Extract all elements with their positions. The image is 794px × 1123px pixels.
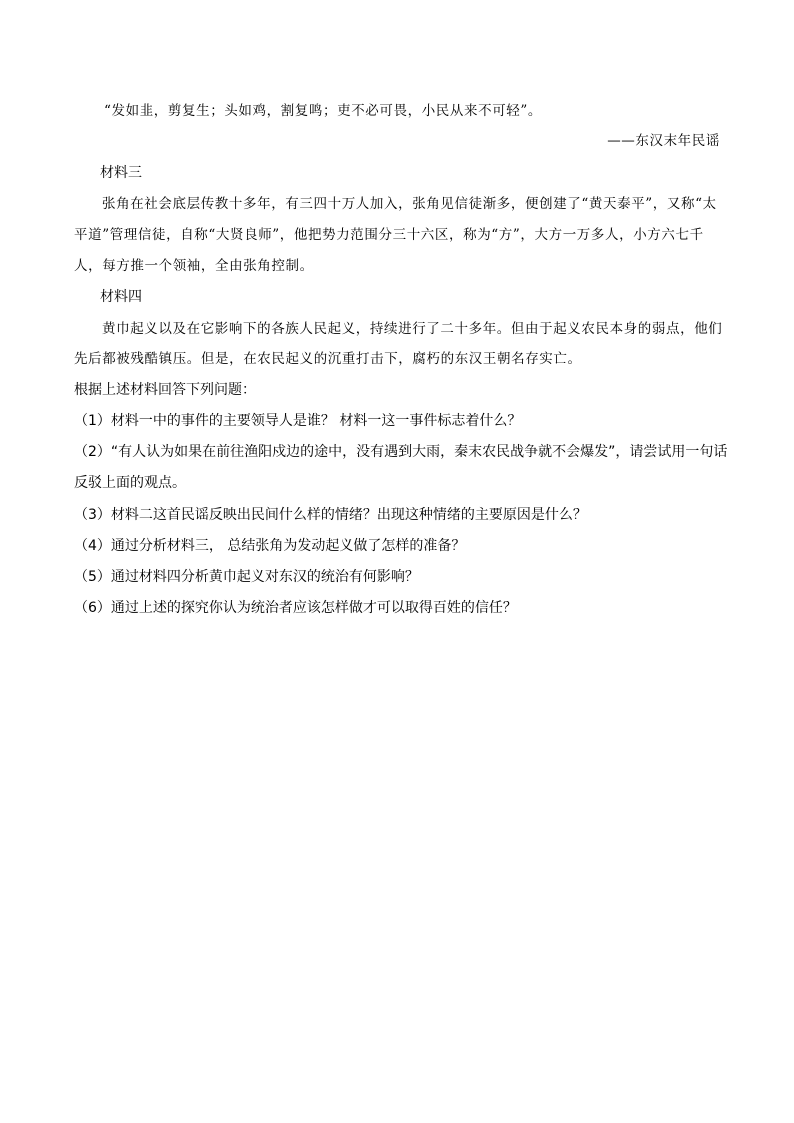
question-2-line-2: 反驳上面的观点。	[74, 475, 186, 491]
material-three-title: 材料三	[100, 165, 142, 181]
question-5: （5）通过材料四分析黄巾起义对东汉的统治有何影响？	[74, 569, 419, 585]
material-three-line-1: 张角在社会底层传教十多年，有三四十万人加入，张角见信徒渐多，便创建了“黄天泰平”，又称“太	[102, 196, 717, 212]
material-four-title: 材料四	[100, 289, 142, 305]
material-four-line-2: 先后都被残酷镇压。但是，在农民起义的沉重打击下，腐朽的东汉王朝名存实亡。	[74, 351, 582, 367]
material-two-quote: “发如韭，剪复生；头如鸡，割复鸣；吏不必可畏，小民从来不可轻”。	[104, 103, 543, 119]
question-3: （3）材料二这首民谣反映出民间什么样的情绪？出现这种情绪的主要原因是什么？	[74, 507, 587, 523]
questions-intro: 根据上述材料回答下列问题：	[74, 382, 256, 398]
material-four-line-1: 黄巾起义以及在它影响下的各族人民起义，持续进行了二十多年。但由于起义农民本身的弱点，他们	[102, 321, 723, 337]
material-three-line-3: 人，每方推一个领袖，全由张角控制。	[74, 258, 314, 274]
question-2-line-1: （2）“有人认为如果在前往渔阳戍边的途中，没有遇到大雨，秦末农民战争就不会爆发”，请尝试用一句话	[74, 444, 728, 460]
material-three-line-2: 平道”管理信徒，自称“大贤良师”，他把势力范围分三十六区，称为“方”，大方一万多人，小方六七千	[74, 227, 704, 243]
material-two-source: ——东汉末年民谣	[607, 133, 720, 149]
question-1: （1）材料一中的事件的主要领导人是谁？ 材料一这一事件标志着什么？	[74, 413, 522, 429]
question-4: （4）通过分析材料三， 总结张角为发动起义做了怎样的准备？	[74, 538, 466, 554]
question-6: （6）通过上述的探究你认为统治者应该怎样做才可以取得百姓的信任？	[74, 600, 517, 616]
